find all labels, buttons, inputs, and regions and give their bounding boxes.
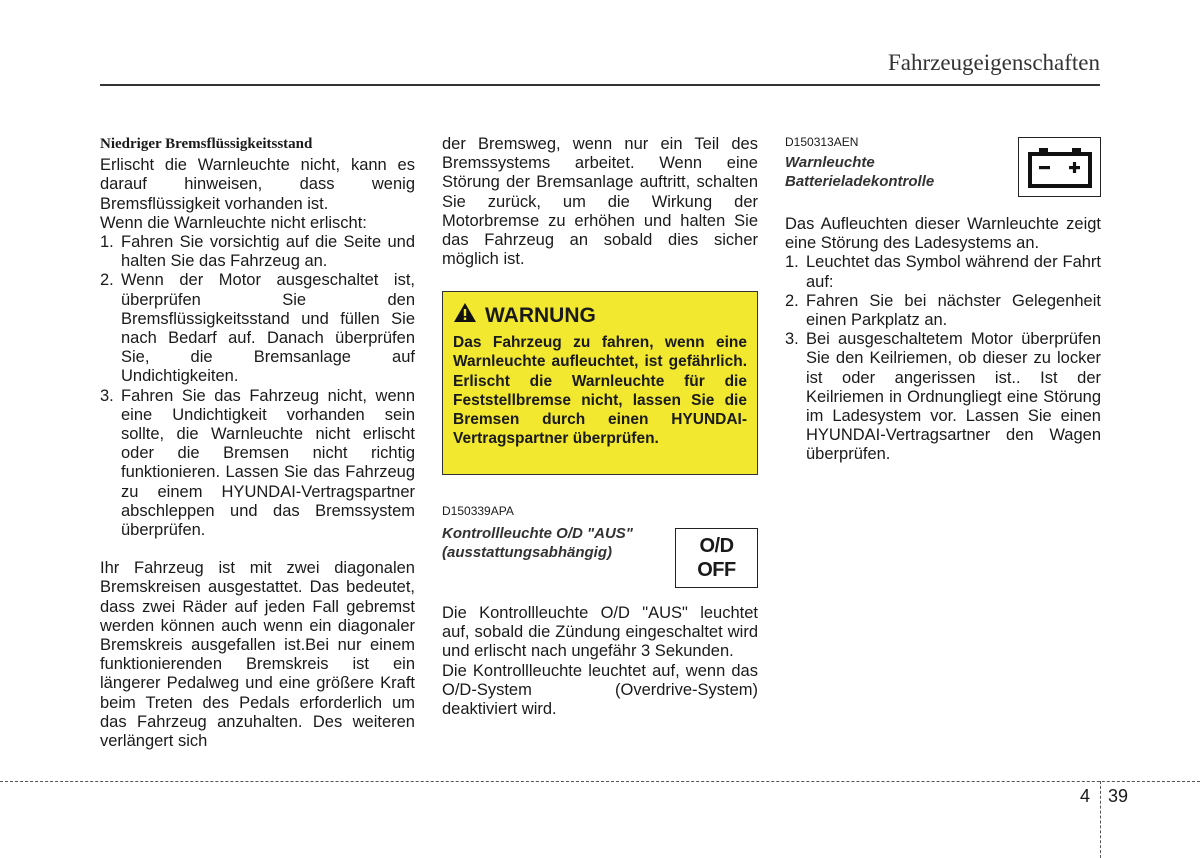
od-description bbox=[442, 604, 758, 719]
warning-title-text: WARNUNG bbox=[485, 303, 596, 327]
list-text: Wenn der Motor ausgeschaltet ist, überprüfen Sie den Bremsflüssigkeitsstand und füllen Sie nach Bedarf auf. Danach überprüfen Sie, die Bremsanlage auf Undichtigkeiten. bbox=[121, 271, 415, 386]
list-item bbox=[785, 292, 1101, 330]
list-number: 3. bbox=[100, 386, 114, 405]
list-number: 3. bbox=[785, 330, 799, 349]
warning-text: Das Fahrzeug zu fahren, wenn eine Warnleuchte aufleuchtet, ist gefährlich. Erlischt die Warnleuchte für die Feststellbremse nicht, lassen Sie die Bremsen durch einen HYUNDAI-Vertragspartner überprüfen. bbox=[453, 334, 747, 448]
intro-paragraph: Erlischt die Warnleuchte nicht, kann es darauf hinweisen, dass wenig Bremsflüssigkeit vorhanden ist. bbox=[100, 156, 415, 213]
chapter-number: 4 bbox=[1080, 786, 1091, 806]
page-number: 39 bbox=[1108, 786, 1129, 806]
list-text: Fahren Sie bei nächster Gelegenheit einen Parkplatz an. bbox=[806, 291, 1101, 330]
od-paragraph: Die Kontrollleuchte leuchtet auf, wenn das O/D-System (Overdrive-System) deaktiviert wird. bbox=[442, 661, 758, 719]
battery-icon bbox=[1018, 137, 1101, 197]
list-text: Fahren Sie das Fahrzeug nicht, wenn eine Undichtigkeit vorhanden sein sollte, die Warnleuchte nicht erlischt oder die Bremsen nicht richtig funktionieren. Lassen Sie das Fahrzeug zu einem HYUNDAI-Vertragspartner abschleppen und das Bremssystem überprüfen. bbox=[121, 386, 415, 540]
list-text: Bei ausgeschaltetem Motor überprüfen Sie den Keilriemen, ob dieser zu locker ist oder angerissen ist.. Ist der Keilriemen in Ordnungliegt eine Störung im Ladesystem vor. Lassen Sie einen HYUNDAI-Vertragsartner den Wagen überprüfen. bbox=[806, 330, 1101, 464]
list-text: Leuchtet das Symbol während der Fahrt auf: bbox=[806, 253, 1101, 291]
list-item bbox=[100, 271, 415, 386]
subhead-line: Warnleuchte bbox=[785, 154, 875, 171]
list-item bbox=[785, 253, 1101, 291]
subhead-line: (ausstattungsabhängig) bbox=[442, 544, 613, 561]
lead-paragraph: Wenn die Warnleuchte nicht erlischt: bbox=[100, 213, 367, 232]
od-off-indicator-icon bbox=[675, 528, 758, 588]
battery-subhead bbox=[785, 153, 1005, 191]
continuation-paragraph: der Bremsweg, wenn nur ein Teil des Bremssystems arbeitet. Wenn eine Störung der Bremsanlage auftritt, schalten Sie zurück, um die Wirkung der Motorbremse zu erhöhen und halten Sie das Fahrzeug an sobald dies sicher möglich ist. bbox=[442, 135, 758, 269]
battery-steps-list bbox=[785, 253, 1101, 464]
warning-title bbox=[453, 302, 747, 329]
section-code: D150313AEN bbox=[785, 135, 859, 149]
footer-rule bbox=[0, 781, 1200, 782]
list-number: 1. bbox=[100, 233, 114, 252]
column-1 bbox=[100, 135, 415, 751]
list-number: 2. bbox=[785, 291, 799, 310]
list-item bbox=[785, 330, 1101, 464]
section-code: D150339APA bbox=[442, 504, 514, 518]
od-icon-line: OFF bbox=[697, 559, 736, 581]
list-text: Fahren Sie vorsichtig auf die Seite und halten Sie das Fahrzeug an. bbox=[121, 233, 415, 271]
page-header-title: Fahrzeugeigenschaften bbox=[887, 50, 1100, 75]
list-number: 2. bbox=[100, 271, 114, 290]
subhead-line: Kontrollleuchte O/D "AUS" bbox=[442, 525, 633, 542]
warning-triangle-icon bbox=[453, 302, 477, 329]
list-item bbox=[100, 387, 415, 541]
header-rule bbox=[100, 84, 1100, 86]
section-heading: Niedriger Bremsflüssigkeitsstand bbox=[100, 136, 313, 152]
list-item bbox=[100, 233, 415, 271]
battery-intro: Das Aufleuchten dieser Warnleuchte zeigt eine Störung des Ladesystems an. bbox=[785, 215, 1101, 253]
od-paragraph: Die Kontrollleuchte O/D "AUS" leuchtet auf, sobald die Zündung eingeschaltet wird und erlischt nach ungefähr 3 Sekunden. bbox=[442, 604, 758, 661]
steps-list bbox=[100, 233, 415, 540]
warning-box bbox=[442, 291, 758, 475]
brake-circuit-paragraph: Ihr Fahrzeug ist mit zwei diagonalen Bremskreisen ausgestattet. Das bedeutet, dass zwei Räder auf jeden Fall gebremst werden können auch wenn ein diagonaler Bremskreis ausgefallen ist.Bei nur einem funktionierenden Bremskreis ist ein längerer Pedalweg und eine größere Kraft beim Treten des Pedals erforderlich um das Fahrzeug anzuhalten. Des weiteren verlängert sich bbox=[100, 559, 415, 751]
column-2 bbox=[442, 135, 758, 269]
od-icon-line: O/D bbox=[699, 535, 734, 557]
footer-divider bbox=[1100, 781, 1101, 858]
subhead-line: Batterieladekontrolle bbox=[785, 173, 935, 190]
list-number: 1. bbox=[785, 253, 799, 272]
